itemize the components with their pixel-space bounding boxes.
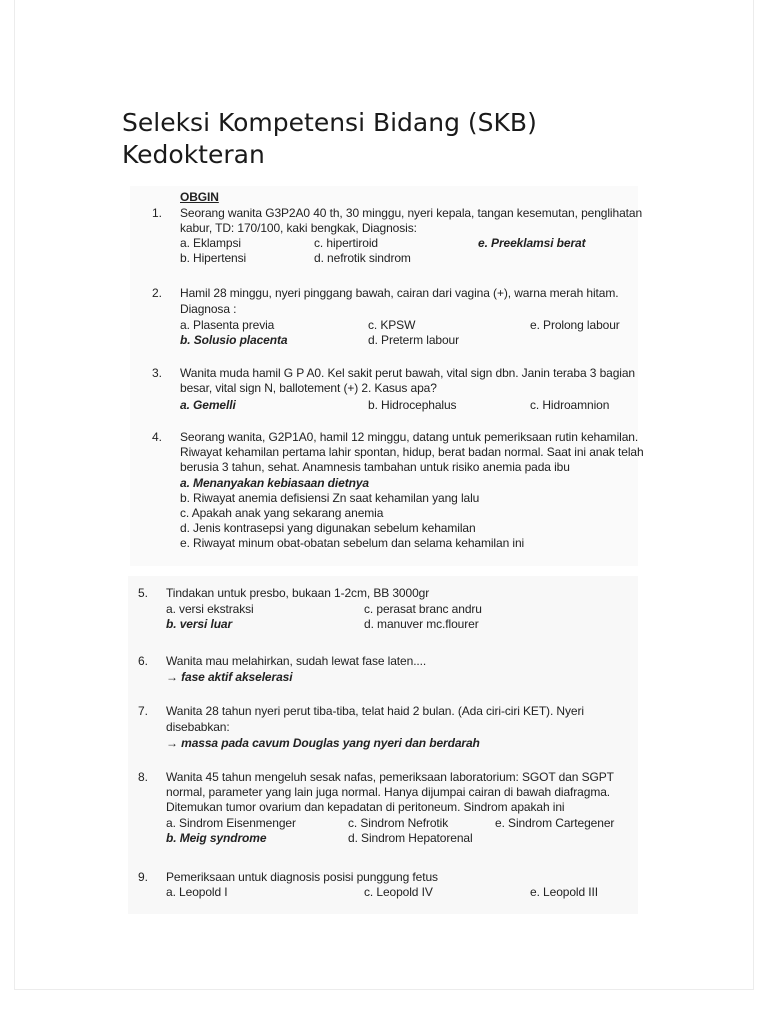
option: b. Riwayat anemia defisiensi Zn saat kehamilan yang lalu [180,491,480,505]
page-title: Seleksi Kompetensi Bidang (SKB) Kedokteran [122,108,537,169]
option: a. Leopold I [166,885,228,899]
answer-option: → massa pada cavum Douglas yang nyeri dan berdarah [166,736,480,750]
option: a. versi ekstraksi [166,602,254,616]
option: b. Hipertensi [180,251,247,265]
option: c. Apakah anak yang sekarang anemia [180,506,384,520]
page-bottom-edge [14,989,754,990]
answer-option: b. Solusio placenta [180,333,288,347]
question-text: kabur, TD: 170/100, kaki bengkak, Diagnosis: [180,221,417,235]
option: c. Leopold IV [364,885,433,899]
option: e. Leopold III [530,885,598,899]
option: d. Sindrom Hepatorenal [348,831,473,845]
answer-option: a. Menanyakan kebiasaan dietnya [180,476,369,490]
option: d. manuver mc.flourer [364,617,479,631]
option: e. Riwayat minum obat-obatan sebelum dan selama kehamilan ini [180,536,525,550]
question-number: 2. [152,286,162,300]
page-right-edge [753,0,754,990]
option: c. Hidroamnion [530,398,610,412]
question-text: Wanita mau melahirkan, sudah lewat fase laten.... [166,654,427,668]
option: a. Plasenta previa [180,318,275,332]
question-text: Seorang wanita, G2P1A0, hamil 12 minggu, datang untuk pemeriksaan rutin kehamilan. [180,430,639,444]
page-left-edge [14,0,15,990]
option: d. Jenis kontrasepsi yang digunakan sebelum kehamilan [180,521,476,535]
option: e. Prolong labour [530,318,620,332]
question-number: 5. [138,586,148,600]
answer-option: a. Gemelli [180,398,236,412]
question-text: Wanita 45 tahun mengeluh sesak nafas, pemeriksaan laboratorium: SGOT dan SGPT [166,770,614,784]
option: e. Sindrom Cartegener [495,816,615,830]
question-number: 4. [152,430,162,444]
question-number: 6. [138,654,148,668]
option: d. nefrotik sindrom [314,251,411,265]
question-number: 3. [152,366,162,380]
question-number: 1. [152,206,162,220]
question-text: Diagnosa : [180,302,237,316]
question-text: Hamil 28 minggu, nyeri pinggang bawah, cairan dari vagina (+), warna merah hitam. [180,286,619,300]
option: c. KPSW [368,318,416,332]
answer-option: b. versi luar [166,617,233,631]
option: d. Preterm labour [368,333,460,347]
answer-option: e. Preeklamsi berat [478,236,586,250]
section-heading: OBGIN [180,190,219,204]
question-text: Pemeriksaan untuk diagnosis posisi punggung fetus [166,870,438,884]
question-text: Tindakan untuk presbo, bukaan 1-2cm, BB 3000gr [166,586,430,600]
option: c. hipertiroid [314,236,378,250]
option: a. Sindrom Eisenmenger [166,816,296,830]
answer-option: b. Meig syndrome [166,831,267,845]
option: b. Hidrocephalus [368,398,457,412]
option: c. Sindrom Nefrotik [348,816,449,830]
question-text: besar, vital sign N, ballotement (+) 2. Kasus apa? [180,381,437,395]
answer-option: → fase aktif akselerasi [166,670,293,684]
option: c. perasat branc andru [364,602,482,616]
question-text: normal, parameter yang lain juga normal. Hanya dijumpai cairan di bawah diafragma. [166,785,611,799]
question-text: Wanita muda hamil G P A0. Kel sakit perut bawah, vital sign dbn. Janin teraba 3 bagian [180,366,636,380]
question-number: 8. [138,770,148,784]
question-text: Seorang wanita G3P2A0 40 th, 30 minggu, nyeri kepala, tangan kesemutan, penglihatan [180,206,643,220]
question-text: disebabkan: [166,720,230,734]
question-number: 9. [138,870,148,884]
question-text: Riwayat kehamilan pertama lahir spontan, hidup, berat badan normal. Saat ini anak telah [180,445,644,459]
scanned-image-obgin-1 [130,186,644,566]
question-text: berusia 3 tahun, sehat. Anamnesis tambahan untuk risiko anemia pada ibu [180,460,570,474]
scanned-image-obgin-2 [128,576,638,914]
question-text: Wanita 28 tahun nyeri perut tiba-tiba, telat haid 2 bulan. (Ada ciri-ciri KET). Nyeri [166,704,584,718]
question-number: 7. [138,704,148,718]
question-text: Ditemukan tumor ovarium dan kepadatan di peritoneum. Sindrom apakah ini [166,800,565,814]
option: a. Eklampsi [180,236,241,250]
